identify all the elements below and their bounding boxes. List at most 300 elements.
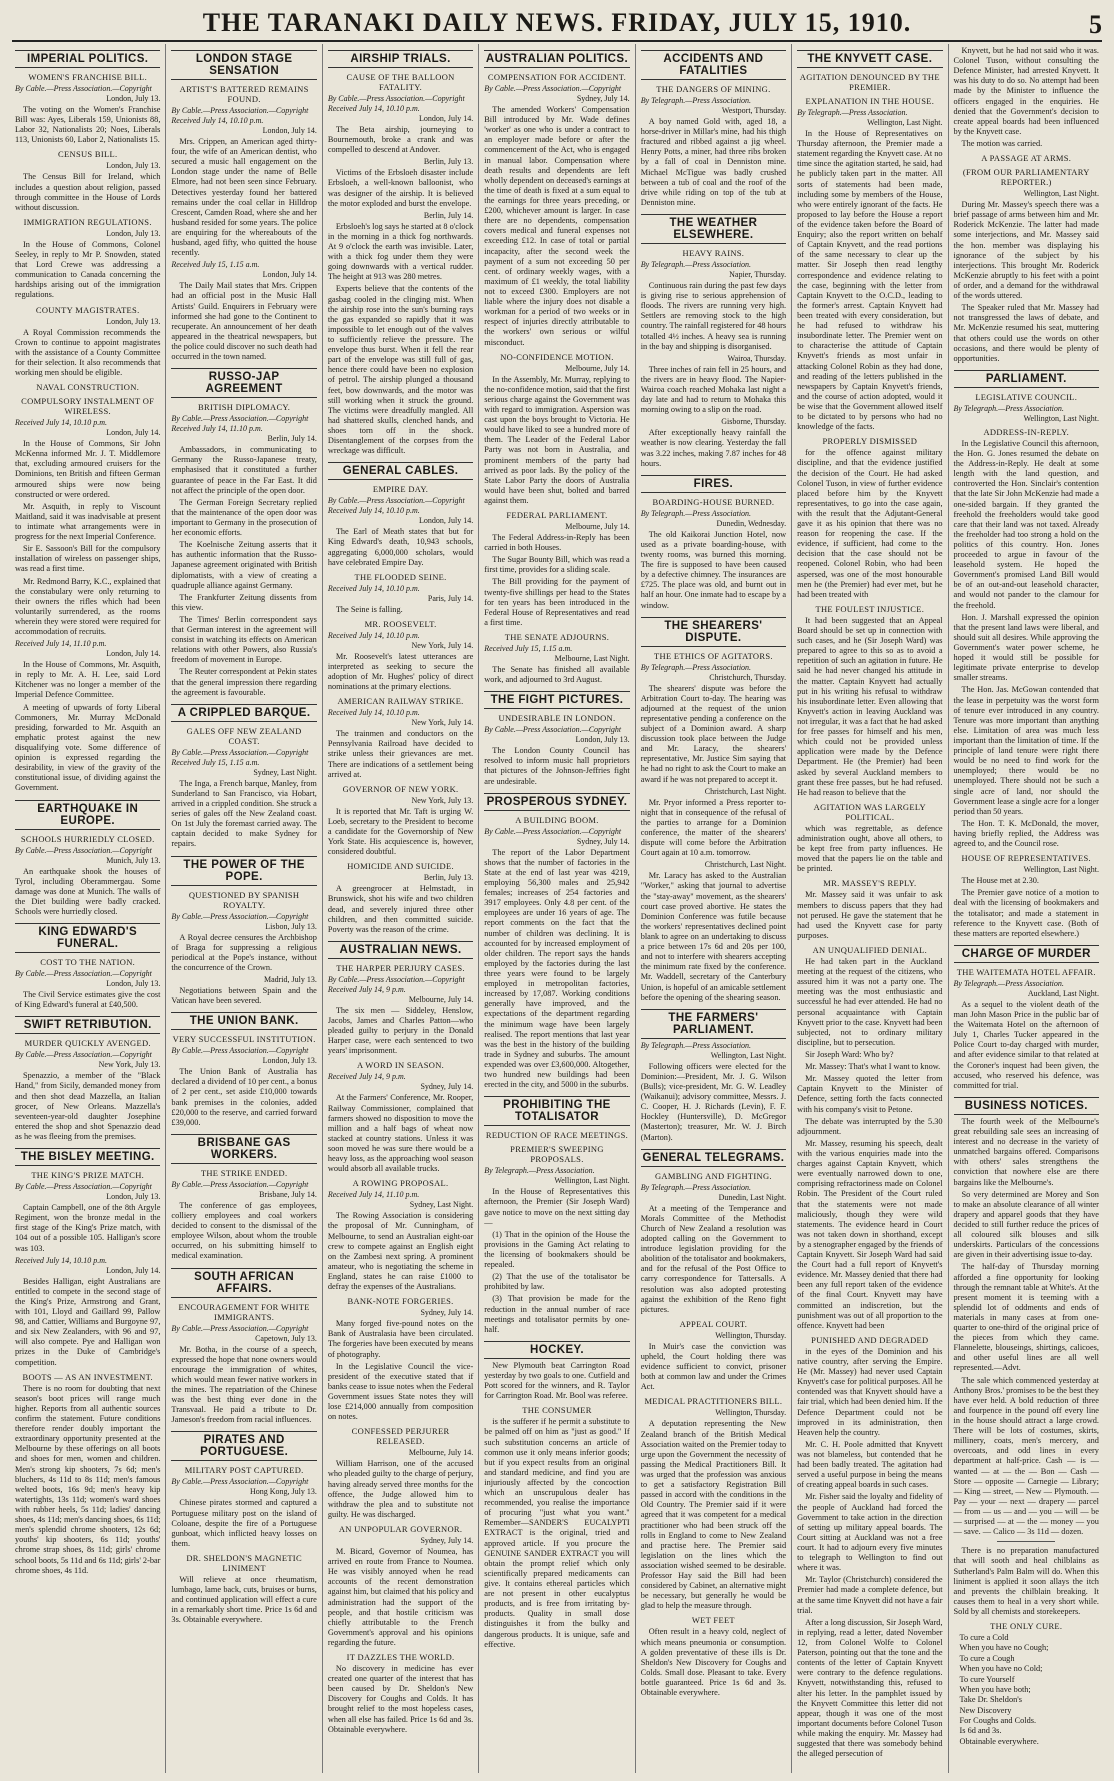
dateline: Received July 14, 10.10 p.m. — [327, 583, 420, 593]
body-paragraph: Many forged five-pound notes on the Bank of Australasia have been circulated. The forgeries have been executed by means of photography. — [327, 1319, 474, 1359]
body-paragraph: In the House of Representatives this afternoon, the Premier (Sir Joseph Ward) gave notice to move on the next sitting day— — [484, 1187, 630, 1227]
body-paragraph: Mr. Pryor informed a Press reporter to-night that in consequence of the refusal of the parties to arrange for a Dominion conference, the matter of the shearers' dispute will come before the Arbitration Court again at 10 a.m. tomorrow. — [640, 797, 787, 858]
section-heading: THE FARMERS' PARLIAMENT. — [641, 1009, 786, 1039]
body-paragraph: The trainmen and conductors on the Pennsylvania Railroad have decided to strike unless their grievances are met. There are indications of a settlement being arrived at. — [327, 729, 474, 779]
place-dateline: Wellington, Last Night. — [867, 118, 943, 127]
place-dateline: Brisbane, July 14. — [259, 1189, 317, 1199]
body-paragraph: The Census Bill for Ireland, which includes a question about religion, passed through committee in the House of Lords without discussion. — [15, 172, 161, 212]
body-paragraph: So very determined are Morey and Son to make an absolute clearance of all winter drapery and apparel goods that they have decided to still further reduce the prices of all coloured silk blouses and silk underskirts. Particulars of the concessions are given in their advertising issue to-day. — [953, 1189, 1099, 1260]
place-dateline: Sydney, July 14. — [420, 1535, 474, 1545]
dateline: Received July 14, 11.10 p.m. — [15, 639, 107, 649]
body-paragraph: Mr. Botha, in the course of a speech, expressed the hope that none owners would encourage the immigration of whites, which would mean fewer native workers in the mines. The repatriation of the Chinese was the best thing ever done in the Transvaal. He paid a tribute to Dr. Jameson's freedom from racial influences. — [171, 1344, 317, 1425]
dateline: By Cable.—Press Association.—Copyright — [171, 1046, 309, 1056]
section-heading: AUSTRALIAN POLITICS. — [484, 50, 629, 68]
place-dateline: Gisborne, Thursday. — [721, 417, 787, 427]
body-paragraph: The London County Council has resolved to inform music hall proprietors that pictures of the Johnson-Jeffries fight are undesirable. — [484, 746, 630, 786]
section-heading: SOUTH AFRICAN AFFAIRS. — [171, 1268, 316, 1298]
subheading: CAUSE OF THE BALLOON FATALITY. — [346, 72, 455, 92]
dateline: Received July 15, 1.15 a.m. — [484, 644, 573, 654]
dateline: By Telegraph.—Press Association. — [640, 96, 752, 105]
subheading: BANK-NOTE FORGERIES. — [347, 1296, 454, 1307]
dateline: By Cable.—Press Association.—Copyright — [171, 747, 309, 757]
section-heading: BRISBANE GAS WORKERS. — [171, 1134, 316, 1164]
body-paragraph: The Union Bank of Australia has declared a dividend of 10 per cent., a bonus of 2 per cent., set aside £10,000 towards bank premises in the colonies, added £20,000 to the reserve, and carried forward £39,000. — [171, 1067, 317, 1127]
section-heading: THE FIGHT PICTURES. — [484, 691, 629, 709]
subheading: COUNTY MAGISTRATES. — [35, 304, 140, 315]
place-dateline: Christchurch, Thursday. — [709, 672, 787, 682]
subheading: COMPENSATION FOR ACCIDENT. — [487, 72, 627, 82]
body-paragraph: A meeting of upwards of forty Liberal Commoners, Mr. Murray McDonald presiding, forwarded to Mr. Asquith an emphatic protest against the new disqualifying vote. Some difference of opinion is expressed regarding the desirability, in view of the gravity of the constitutional issue, of dividing against the Government. — [15, 702, 161, 793]
subheading: ADDRESS-IN-REPLY. — [983, 426, 1070, 437]
dateline: Received July 14, 10.10 p.m. — [171, 116, 264, 125]
body-paragraph: During Mr. Massey's speech there was a brief passage of arms between him and Mr. Roderick McKenzie. The latter had made some interjections, and Mr. Massey said the hon. member was displaying his ignorance of the subject by his interjections. This brought Mr. Roderick McKenzie abruptly to his feet with a point of order, and a demand for the withdrawal of the words uttered. — [953, 200, 1099, 301]
section-heading: THE POWER OF THE POPE. — [171, 856, 316, 886]
subheading: HOUSE OF REPRESENTATIVES. — [961, 853, 1091, 864]
subheading: PROPERLY DISMISSED — [822, 436, 918, 447]
body-paragraph: Mr. Redmond Barry, K.C., explained that the constabulary were only returning to their owners the rifles which had been voluntarily surrendered, as the rooms wherein they were stored were required for accommodation of recruits. — [15, 576, 161, 637]
body-paragraph: It had been suggested that an Appeal Board should be set up in connection with such cases, and he (Sir Joseph Ward) was prepared to agree to this so as to avoid a repetition of such an agitation in future. He said he had never changed his attitude in the matter. Captain Knyvett had actually put in his writing his refusal to withdraw his insubordinate letter. Even allowing that Knyvett's action in leaving Auckland was not irregular, it was a fact that he had asked for free passes for himself and his men, which could not be provided unless application were made by the Defence Department. He (the Premier) had been asked by several Auckland members to grant these free passes, but he had refused. He had reason to believe that the — [797, 615, 943, 797]
section-heading: LONDON STAGE SENSATION — [171, 50, 316, 80]
place-dateline: New York, July 13. — [411, 795, 474, 805]
body-paragraph: The Earl of Meath states that but for King Edward's death, 10,943 schools, aggregating 6,000,000 scholars, would have celebrated Empire Day. — [327, 527, 474, 567]
body-paragraph: It is reported that Mr. Taft is urging W. Loeb, secretary to the President to become a candidate for the Governorship of New York State. His acquiescence is, however, considered doubtful. — [327, 806, 474, 857]
dateline: By Cable.—Press Association.—Copyright — [15, 1050, 152, 1060]
body-paragraph: In the Legislative Council the vice-president of the executive stated that if banks cease to issue notes when the Federal Government issues State notes they will lose £214,000 annually from composition on notes. — [327, 1361, 474, 1422]
body-paragraph: The Bill providing for the payment of twenty-five shillings per head to the States for ten years has been introduced in the Federal House of Representatives and read a first time. — [484, 577, 630, 627]
section-heading: RUSSO-JAP AGREEMENT — [171, 368, 316, 398]
body-paragraph: In the Legislative Council this afternoon, the Hon. G. Jones resumed the debate on the Address-in-Reply. He dealt at some length with the land question, and controverted the Hon. Sinclair's contention that the late Sir John McKenzie had made a one-sided bargain. If they granted the freehold the freeholders would take good care that their land was not taxed. Already the freeholder had too strong a hold on the politics of this country. Hon. Jones proceeded to argue in favour of the leasehold system. He hoped the Government's promised Land Bill would be of an out-and-out leasehold character, and would not pander to the clamour for the freehold. — [953, 438, 1099, 610]
body-paragraph: Mr. Laracy has asked to the Australian "Worker," asking that journal to advertise the "stay-away" movement, as the shearers' court case proved abortive. He states the Dominion Conference was futile because the workers' representatives declined point blank to agree on an undertaking to discuss a price between 17s 6d and 20s per 100, and not to interfere with shearers accepting the minimum rate fixed by the conference. Mr. Waddell, secretary of the Canterbury Union, is hopeful of an amicable settlement before the opening of the shearing season. — [640, 871, 787, 1002]
subheading: IMMIGRATION REGULATIONS. — [23, 216, 152, 227]
body-paragraph: The voting on the Women's Franchise Bill was: Ayes, Liberals 159, Unionists 88, Labor 32, Nationalists 20; Noes, Liberals 113, Unionists 60, Labor 2, Nationalists 15. — [15, 105, 161, 145]
body-paragraph: The Federal Address-in-Reply has been carried in both Houses. — [484, 533, 630, 553]
section-heading: PROHIBITING THE TOTALISATOR — [484, 1096, 629, 1126]
place-dateline: London, July 14. — [419, 516, 474, 526]
dateline: Received July 14, 10.10 p.m. — [327, 630, 420, 640]
place-dateline: London, July 13. — [106, 979, 161, 989]
dateline: By Telegraph.—Press Association. — [640, 662, 752, 672]
subheading: AGITATION DENOUNCED BY THE PREMIER. — [799, 72, 940, 92]
place-dateline: Berlin, July 13. — [423, 157, 474, 167]
place-dateline: Wairoa, Thursday. — [727, 353, 787, 363]
subheading: HOMICIDE AND SUICIDE. — [347, 861, 454, 872]
place-dateline: London, July 14. — [419, 114, 474, 123]
dateline: By Telegraph.—Press Association. — [640, 1040, 752, 1050]
body-paragraph: As a sequel to the violent death of the man John Mason Price in the public bar of the Waitemata Hotel on the afternoon of July 1, Charles Tucker appeared in the Police Court to-day charged with murder, and after evidence similar to that related at the Coroner's inquest had been given, the accused, who reserved his defence, was committed for trial. — [953, 999, 1099, 1090]
place-dateline: Wellington, Last Night. — [1023, 865, 1099, 875]
subheading: VERY SUCCESSFUL INSTITUTION. — [172, 1034, 316, 1045]
dateline: Received July 15, 1.15 a.m. — [171, 260, 260, 270]
subheading: AMERICAN RAILWAY STRIKE. — [337, 696, 464, 707]
verse-block: To cure a Cold When you have no Cough; To cure a Cough When you have no Cold; To cure Yourself When you have both; Take Dr. Sheldon's New Discovery For Coughs and Colds. Is 6d and 3s. Obtainable everywhere. — [959, 1633, 1049, 1746]
body-paragraph: Hon. J. Marshall expressed the opinion that the present land laws were liberal, and should suit all desires. While approving the Government's water power scheme, he hoped it would still be possible for legitimate private enterprise to develop smaller streams. — [953, 612, 1099, 683]
body-paragraph: The debate was interrupted by the 5.30 adjournment. — [797, 1116, 943, 1136]
subheading: PREMIER'S SWEEPING PROPOSALS. — [510, 1144, 604, 1165]
subheading: THE WAITEMATA HOTEL AFFAIR. — [956, 966, 1096, 977]
section-heading: THE UNION BANK. — [171, 1012, 316, 1030]
body-paragraph: Besides Halligan, eight Australians are entitled to compete in the second stage of the King's Prize, Armstrong and Grant, with 101, Lloyd and Gaillard 99, Pallow 98, and Cattier, Williams and Burgoyne 97, and six New Zealanders, with 96 and 97, will also compete. Pye and Halligan won prizes in the Duke of Cambridge's competition. — [15, 1276, 161, 1367]
body-paragraph: After exceptionally heavy rainfall the weather is now clearing. Yesterday the fall was 3.22 inches, making 7.87 inches for 48 hours. — [640, 428, 787, 468]
subheading: MURDER QUICKLY AVENGED. — [24, 1038, 151, 1049]
section-heading: SWIFT RETRIBUTION. — [15, 1016, 160, 1034]
body-paragraph: The Rowing Association is considering the proposal of Mr. Cunningham, of Melbourne, to send an Australian eight-oar crew to compete against an English eight on the Zambesi next spring. A prominent amateur, who is negotiating the scheme in England, states he can raise £1000 to defray the expenses of the Australians. — [327, 1211, 474, 1292]
masthead — [12, 6, 1102, 42]
section-heading: IMPERIAL POLITICS. — [15, 50, 160, 68]
place-dateline: Wellington, Last Night. — [554, 1176, 630, 1186]
subheading: SCHOOLS HURRIEDLY CLOSED. — [20, 833, 155, 844]
place-dateline: Sydney, Last Night. — [409, 1200, 474, 1210]
subheading: THE FOULEST INJUSTICE. — [815, 603, 925, 614]
dateline: By Telegraph.—Press Association. — [953, 978, 1064, 988]
body-paragraph: An earthquake shook the houses of Tyrol, including Oberammergau. Some damage was done at Munich. The walls of the Diet building were badly cracked. Schools were hurriedly closed. — [15, 866, 161, 917]
place-dateline: London, July 14. — [262, 126, 317, 135]
body-paragraph: The amended Workers' Compensation Bill introduced by Mr. Wade defines 'worker' as one who is under a contract to an employer made before or after the commencement of the Act, who is engaged in manual labor. Compensation where death results and dependents are left wholly dependent on deceased's earnings at the time of death is fixed at a sum equal to the earnings for three years preceding, or £200, whichever amount is larger. In case there are no dependents, compensation covers medical and funeral expenses not exceeding £12. In case of total or partial incapacity, after the second week the payment of a sum not exceeding 50 per cent. of ordinary weekly wages, with a maximum of £1 weekly, the total liability not to exceed £300. Employers are not liable where the injury does not disable a workman for a period of two weeks or in respect of injuries directly attributable to the workers' own serious or wilful misconduct. — [484, 105, 630, 347]
body-paragraph: Mrs. Crippen, an American aged thirty-four, the wife of an American dentist, who secured a music hall engagement on the London stage under the name of Belle Elmore, had not been seen since February. Detectives yesterday found her battered remains under the coal cellar in Hilldrop Crescent, Camden Road, where she and her husband resided for some years. The police are enquiring for the whereabouts of the husband, aged fifty, who quitted the house recently. — [171, 137, 317, 258]
place-dateline: Sydney, July 14. — [576, 94, 630, 103]
body-paragraph: The report of the Labor Department shows that the number of factories in the State at the end of last year was 4219, employing 56,300 males and 25,942 females; increases of 254 factories and 3917 employees. Only 4.8 per cent. of the employees are under 16 years of age. The report comments on the fact that the number of children was declining. It is accounted for by increased employment of older children. The report says the hands employed by the factories during the last three years were found to be largely employed in metropolitan factories, increased by 17,087. Working conditions generally have improved, and the expectations of the department regarding the minimum wage have been largely realised. The report mentions that last year was the best in the history of the building trade in Sydney and suburbs. The amount expended was over £3,600,000. Altogether, two hundred new buildings had been erected in the city, and 5000 in the suburbs. — [484, 847, 630, 1090]
subheading: THE CONSUMER — [522, 1405, 592, 1416]
place-dateline: Melbourne, July 14. — [565, 363, 630, 373]
column-4 — [479, 44, 635, 1773]
subheading: A WORD IN SEASON. — [356, 1060, 445, 1071]
subheading: (FROM OUR PARLIAMENTARY REPORTER.) — [962, 167, 1090, 188]
body-paragraph: (1) That in the opinion of the House the provisions in the Gaming Act relating to the licensing of bookmakers should be repealed. — [484, 1229, 630, 1270]
dateline: Received July 14, 11.10 p.m. — [327, 1190, 420, 1200]
body-paragraph: The Premier gave notice of a motion to deal with the licensing of bookmakers and the totalisator; and made a statement in reference to the Knyvett case. (Both of these matters are reported elsewhere.) — [953, 888, 1099, 938]
body-paragraph: A boy named Gold with, aged 18, a horse-driver in Millar's mine, had his thigh fractured and ribbed against a jig wheel. Henry Potts, a miner, had three ribs broken by a fall of coal in Denniston mine. Michael McTigue was badly crushed between a tub of coal and the roof of the drive while riding on top of the tub at Denniston mine. — [640, 117, 787, 207]
dateline: By Cable.—Press Association.—Copyright — [15, 845, 152, 855]
place-dateline: London, July 13. — [106, 1192, 161, 1202]
section-heading: FIRES. — [641, 475, 786, 493]
section-heading: THE WEATHER ELSEWHERE. — [641, 214, 786, 244]
dateline: By Cable.—Press Association.—Copyright — [171, 1179, 309, 1189]
dateline: By Cable.—Press Association.—Copyright — [15, 1182, 152, 1192]
body-paragraph: Following officers were elected for the Dominion:—President, Mr. J. G. Wilson (Bulls); vice-president, Mr. G. W. Leadley (Waikanui); advisory committee, Messrs. J. C. Cooper, H. J. Richards (Levin), F. F. Hockley (Huntersville), D. McGregor (Masterton); treasurer, Mr. W. J. Birch (Marton). — [640, 1061, 787, 1142]
dateline: By Cable.—Press Association.—Copyright — [15, 969, 152, 979]
subheading: COMPULSORY INSTALMENT OF WIRELESS. — [21, 396, 155, 417]
body-paragraph: The sale which commenced yesterday at Anthony Bros.' promises to be the best they have ever held. A bold reduction of three and fourpence in the pound off every line in the house should attract a large crowd. There will be lots of costumes, skirts, millinery, coats, men's mercery, and overcoats, and odd lines in every department at half-price. Cash — is — wanted — at — the — Bon — Cash — Store — opposite — Carnegie — Library; — King — street, — New — Plymouth. — Pay — your — next — drapery — parcel — from — us — and — you — will — be — surprised — at — the — money — you — save. — Calico — 3s 11d — dozen. — [953, 1375, 1099, 1537]
dateline: Received July 14, 10.10 p.m. — [327, 708, 420, 718]
body-paragraph: Often result in a heavy cold, neglect of which means pneumonia or consumption. A golden preventative of these ills is Dr. Sheldon's New Discovery for Coughs and Colds. Small dose. Pleasant to take. Every bottle guaranteed. Price 1s 6d and 3s. Obtainable everywhere. — [640, 1627, 787, 1698]
dateline: By Cable.—Press Association.—Copyright — [484, 725, 622, 735]
body-paragraph: Mr. Fisher said the loyalty and fidelity of the people of Auckland had forced the Government to take action in the direction of setting up military appeal boards. The Court sitting at Auckland was not a free court. It had to adjourn every five minutes to telegraph to Wellington to find out where it was. — [797, 1492, 943, 1573]
place-dateline: London, July 14. — [106, 649, 161, 659]
dateline: By Cable.—Press Association.—Copyright — [484, 84, 622, 93]
subheading: THE FLOODED SEINE. — [354, 571, 447, 582]
body-paragraph: Continuous rain during the past few days is giving rise to serious apprehension of floods. The rivers are running very high. Settlers are removing stock to the high country. The rainfall registered for 48 hours totalled 4½ inches. A heavy sea is running in the bay and shipping is disorganised. — [640, 280, 787, 351]
body-paragraph: for the offence against military discipline, and that the evidence justified the decision of the Court. He had asked Colonel Tuson, in view of further evidence placed before him by the Knyvett representatives, to go into the case again, with the result that the Adjutant-General gave it as his opinion that there was no reason for reopening the case. If the evidence, if sufficient, had come to the decision that the case should not be reopened. Colonel Robin, who had been aspersed, was one of the most honourable men he (the Premier) had ever met, but he had been treated with — [797, 448, 943, 599]
body-paragraph: M. Bicard, Governor of Noumea, has arrived en route from France to Noumea. He was visibly annoyed when he read accounts of the recent demonstration against him, but claimed that his policy and administration had the support of the people, and that hostile criticism was chiefly attributable to the French Government's approval and his opinions regarding the future. — [327, 1546, 474, 1647]
subheading: MR. ROOSEVELT. — [364, 618, 437, 629]
subheading: AGITATION WAS LARGELY POLITICAL. — [813, 801, 926, 822]
column-6 — [792, 44, 948, 1773]
body-paragraph: The Hon. Jas. McGowan contended that the lease in perpetuity was the worst form of tenure ever introduced in any country. Tenure was more important than anything else. Limitation of area was much less important than the limitation of time. If the principle of land tenure were right there would be no need to find work for the unemployed; there would be no unemployed. There should not be such a single acre of land, nor should the Government lease a single acre for a longer period than 50 years. — [953, 685, 1099, 816]
body-paragraph: A Royal Commission recommends the Crown to continue to appoint magistrates with the assistance of a County Committee for their selection. It also recommends that working men should be eligible. — [15, 327, 161, 377]
subheading: EMPIRE DAY. — [372, 484, 429, 495]
body-paragraph: The Civil Service estimates give the cost of King Edward's funeral at £40,500. — [15, 990, 161, 1010]
subheading: EXPLANATION IN THE HOUSE. — [805, 96, 935, 106]
place-dateline: London, July 14. — [262, 270, 317, 280]
section-heading: A CRIPPLED BARQUE. — [171, 704, 316, 722]
newspaper-title: THE TARANAKI DAILY NEWS. FRIDAY, JULY 15, 1910. — [202, 8, 912, 37]
body-paragraph: Knyvett, but he had not said who it was. Colonel Tuson, without consulting the Defence Minister, had arrested Knyvett. It was his duty to do so. No attempt had been made by the Minister to influence the officers engaged in the enquiries. He denied that the Government's decision to create appeal boards had been influenced by the Knyvett case. — [953, 46, 1099, 136]
body-paragraph: No discovery in medicine has ever created one quarter of the interest that has been caused by Dr. Sheldon's New Discovery for Coughs and Colds. It has brought relief to the most hopeless cases, when all else has failed. Price 1s 6d and 3s. Obtainable everywhere. — [327, 1664, 474, 1734]
dateline: By Cable.—Press Association.—Copyright — [327, 496, 465, 506]
subheading: MR. MASSEY'S REPLY. — [823, 878, 917, 889]
body-paragraph: The Koelnische Zeitung asserts that it has authentic information that the Russo-Japanese agreement originated with British diplomatists, with a view of creating a quadruple alliance against Germany. — [171, 540, 317, 590]
subheading: HEAVY RAINS. — [682, 247, 745, 258]
dateline: By Cable.—Press Association.—Copyright — [327, 94, 465, 103]
dateline: By Telegraph.—Press Association. — [797, 108, 908, 117]
body-paragraph: The Inga, a French barque, Manley, from Sunderland to San Francisco, via Hobart, arrived in a crippled condition. She struck a series of gales off the New Zealand coast. On 1st July the foremast carried away. The captain decided to make Sydney for repairs. — [171, 778, 317, 849]
body-paragraph: Mr. Taylor (Christchurch) considered the Premier had made a complete defence, but at the same time Knyvett did not have a fair trial. — [797, 1575, 943, 1615]
body-paragraph: The conference of gas employees, colliery employees and coal workers decided to consent to the dismissal of the employee Wilson, about whom the trouble occurred, on his submitting himself to medical examination. — [171, 1200, 317, 1261]
place-dateline: Berlin, July 14. — [267, 434, 317, 444]
subheading: CONFESSED PERJURER RELEASED. — [351, 1426, 450, 1447]
dateline: Received July 14, 10.10 p.m. — [327, 506, 420, 516]
section-heading: CHARGE OF MURDER — [954, 945, 1099, 963]
dateline: By Cable.—Press Association.—Copyright — [171, 911, 309, 921]
subheading: THE HARPER PERJURY CASES. — [336, 962, 465, 973]
dateline: By Cable.—Press Association.—Copyright — [171, 414, 309, 424]
place-dateline: Berlin, July 13. — [423, 873, 474, 883]
place-dateline: Sydney, July 14. — [420, 1082, 474, 1092]
place-dateline: Sydney, July 14. — [420, 1308, 474, 1318]
section-heading: PIRATES AND PORTUGUESE. — [171, 1431, 316, 1461]
body-paragraph: In the House of Commons, Mr. Asquith, in reply to Mr. A. H. Lee, said Lord Kitchener was no longer a member of the Imperial Defence Committee. — [15, 660, 161, 700]
body-paragraph: There is no preparation manufactured that will sooth and heal chilblains as Sutherland's Palm Balm will do. When this liniment is applied it soon allays the itch and prevents the chilblain breaking. It causes them to heal in a very short while. Sold by all chemists and storekeepers. — [953, 1546, 1099, 1616]
subheading: APPEAL COURT. — [679, 1318, 748, 1329]
body-paragraph: (3) That provision be made for the reduction in the annual number of race meetings and totalisator permits by one-half. — [484, 1294, 630, 1334]
body-paragraph: At the Farmers' Conference, Mr. Rooper, Railway Commissioner, complained that farmers showed no disposition to move the million and a half bags of wheat now stacked at country stations. Unless it was soon moved he was sure there would be a heavy loss, as the approaching wool season would absorb all available trucks. — [327, 1093, 474, 1174]
body-paragraph: The old Kaikorai Junction Hotel, now used as a private boarding-house, with twenty rooms, was burned this morning. The fire is supposed to have been caused by a defective chimney. The insurances are £725. The place was old, and burnt out in half an hour. One inmate had to escape by a window. — [640, 529, 787, 610]
subheading: A ROWING PROPOSAL. — [352, 1178, 449, 1189]
body-paragraph: The Reuter correspondent at Pekin states that the general impression there regarding the agreement is favourable. — [171, 667, 317, 697]
place-dateline: Wellington, Thursday. — [715, 1408, 787, 1418]
body-paragraph: Mr. Massey, resuming his speech, dealt with the various enquiries made into the charges against Captain Knyvett, which were eventually narrowed down to one, comprising refractoriness made on Colonel Robin. The President of the Court ruled that the statements were not made maliciously, though they were wild statements. The evidence heard in Court was not taken down in shorthand, except by a stenographer engaged by the friends of Captain Knyvett. Sir Joseph Ward had said the Court had a full report of Knyvett's evidence. Mr. Massey denied that there had been any full report taken of the evidence of the final Court. Knyvett may have committed an indiscretion, but the punishment was out of all proportion to the offence. Knyvett had been — [797, 1138, 943, 1330]
place-dateline: Wellington, Last Night. — [710, 1050, 787, 1060]
subheading: NAVAL CONSTRUCTION. — [36, 382, 140, 393]
body-paragraph: (2) That the use of the totalisator be prohibited by law. — [484, 1272, 630, 1292]
place-dateline: Melbourne, Last Night. — [554, 654, 630, 664]
body-paragraph: He had taken part in the Auckland meeting at the request of the citizens, who assured him it was not a party one. The meeting was the most enthusiastic and successful he had ever attended. He had no personal acquaintance with Captain Knyvett prior to the case. Knyvett had been subjected, not to ordinary military discipline, but to persecution. — [797, 956, 943, 1047]
place-dateline: Auckland, Last Night. — [1027, 988, 1099, 998]
section-heading: GENERAL CABLES. — [328, 462, 473, 480]
divider-rule — [997, 1541, 1055, 1542]
body-paragraph: In the House of Commons, Sir John McKenna informed Mr. J. T. Middlemore that, excluding armoured cruisers for the Dominions, ten British and fifteen German armoured ships were now being constructed or were ordered. — [15, 439, 161, 499]
subheading: NO-CONFIDENCE MOTION. — [500, 351, 614, 362]
subheading: GAMBLING AND FIGHTING. — [654, 1170, 772, 1181]
dateline: By Cable.—Press Association.—Copyright — [15, 84, 152, 93]
body-paragraph: is the sufferer if he permit a substitute to be palmed off on him as "just as good." If such substitution concerns an article of common use it only means inferior goods; but if you expect results from an original and standard medicine, and find you are injuriously affected by the concoction which an unscrupulous dealer has recommended, you realise the importance of procuring "just what you want." Remember—SANDER'S EUCALYPTI EXTRACT is the original, tried and approved article. If you procure the GENUINE SANDER EXTRACT you will obtain the prompt relief which only scientifically prepared medicaments can give. It contains ethereal particles which are not present in other eucalyptus products, and is free from irritating by-products. Quality in small dose distinguishes it from the bulky and dangerous products. It is unique, safe and effective. — [484, 1417, 630, 1649]
subheading: THE DANGERS OF MINING. — [656, 84, 771, 94]
body-paragraph: A greengrocer at Helmstadt, in Brunswick, shot his wife and two children dead, and severely injured three other children, and then committed suicide. Poverty was the reason of the crime. — [327, 884, 474, 934]
subheading: DR. SHELDON'S MAGNETIC LINIMENT — [186, 1552, 302, 1573]
body-paragraph: The Speaker ruled that Mr. Massey had not transgressed the laws of debate, and Mr. McKenzie resumed his seat, muttering that others could use the words on other occasions, and there would be plenty of opportunities. — [953, 303, 1099, 363]
dateline: Received July 15, 1.15 a.m. — [171, 757, 260, 767]
section-heading: GENERAL TELEGRAMS. — [641, 1149, 786, 1167]
place-dateline: Berlin, July 14. — [423, 210, 474, 220]
place-dateline: London, July 13. — [106, 228, 161, 238]
place-dateline: New York, July 14. — [411, 640, 474, 650]
section-heading: HOCKEY. — [484, 1341, 629, 1359]
subheading: THE ETHICS OF AGITATORS. — [654, 650, 773, 661]
dateline: Received July 14, 9 p.m. — [327, 984, 406, 994]
place-dateline: Munich, July 13. — [106, 855, 161, 865]
subheading: ARTIST'S BATTERED REMAINS FOUND. — [179, 84, 309, 104]
body-paragraph: which was regrettable, as defence administration ought, above all others, to be kept free from party influences. He moved that the papers lie on the table and be printed. — [797, 823, 943, 874]
body-paragraph: William Harrison, one of the accused who pleaded guilty to the charge of perjury, having already served three months for the offence, the Judge allowed him to withdraw the plea and to substitute not guilty. He was discharged. — [327, 1459, 474, 1519]
column-7 — [949, 44, 1104, 1773]
subheading: MILITARY POST CAPTURED. — [184, 1465, 304, 1476]
section-heading: THE SHEARERS' DISPUTE. — [641, 617, 786, 647]
dateline: By Cable.—Press Association.—Copyright — [327, 974, 465, 984]
section-heading: PROSPEROUS SYDNEY. — [484, 793, 629, 811]
body-paragraph: A Royal decree censures the Archbishop of Braga for suppressing a religious periodical at the Pope's instance, without the concurrence of the Crown. — [171, 932, 317, 972]
subheading: A PASSAGE AT ARMS. — [981, 153, 1072, 164]
subheading: BOARDING-HOUSE BURNED. — [652, 496, 775, 507]
body-paragraph: A deputation representing the New Zealand branch of the British Medical Association waited on the Premier today to urge upon the Government the necessity of passing the Medical Practitioners Bill. It was urged that the profession was anxious to get a satisfactory Registration Bill passed in accord with the conditions in the Old Country. The Premier said if it were agreed that it was competent for a medical practitioner who had been struck off the rolls in England to come to New Zealand and practise here. The Premier said legislation on the lines which the association wished seemed to be desirable. Professor Hay said the Bill had been considered by Cabinet, an alternative might be necessary, but generally he would be glad to help the measure through. — [640, 1419, 787, 1611]
body-paragraph: The Sugar Bounty Bill, which was read a first time, provides for a sliding scale. — [484, 555, 630, 575]
subheading: QUESTIONED BY SPANISH ROYALTY. — [188, 889, 300, 910]
body-paragraph: The Beta airship, journeying to Bournemouth, broke a crank and was compelled to descend at Andover. — [327, 125, 474, 155]
subheading: AN UNPOPULAR GOVERNOR. — [338, 1523, 463, 1534]
place-dateline: London, July 14. — [106, 428, 161, 438]
body-paragraph: Mr. Massey said it was unfair to ask members to discuss papers that they had not perused. He gave the statement that he had used the Knyvett case for party purposes. — [797, 890, 943, 940]
body-paragraph: In the House of Representatives on Thursday afternoon, the Premier made a statement regarding the Knyvett case. At no time since the agitation started, he said, had he publicly taken part in the matter. All sorts of statements had been made, including some by members of the House, who were entirely ignorant of the facts. He proposed to lay before the House a report of the evidence taken before the Board of Enquiry; also the report written on behalf of Captain Knyvett, and the read portions of the same necessary to clear up the matter. Sir Joseph then read lengthy correspondence and evidence relating to the case, beginning with the letter from Captain Knyvett to the O.C.D., leading to the former's arrest. Captain Knyvett had been treated with every consideration, but he had refused to withdraw his insubordinate letter. The Premier went on to characterise the attitude of Captain Knyvett's friends as most unfair in attacking Colonel Robin as they had done, and reading of the letters published in the newspapers by Captain Knyvett's friends, and the course of action adopted, would it be wise that the Government allowed itself to be dictated to by persons who had no knowledge of the facts. — [797, 129, 943, 432]
subheading: ENCOURAGEMENT FOR WHITE IMMIGRANTS. — [178, 1301, 310, 1322]
dateline: Received July 14, 10.10 p.m. — [327, 104, 420, 113]
dateline: By Telegraph.—Press Association. — [640, 259, 752, 269]
body-paragraph: Experts believe that the contents of the gasbag cooled in the clinging mist. When the airship rose into the sun's burning rays the gas expanded so rapidly that it was impossible to let enough out of the valves to sufficiently relieve the pressure. The envelope thus burst. When it fell the rear part of the envelope was still full of gas, hence there could have been no explosion of petrol. The airship plunged a thousand feet, bow downwards, and the motor was still working when it struck the ground. The victims were dreadfully mangled. All had shattered skulls, clenched hands, and shoes torn off in the shock. Disentanglement of the corpses from the wreckage was difficult. — [327, 284, 474, 456]
subheading: THE STRIKE ENDED. — [200, 1167, 288, 1178]
dateline: Received July 14, 10.10 p.m. — [15, 418, 107, 428]
column-1 — [10, 44, 166, 1773]
section-heading: PARLIAMENT. — [954, 370, 1099, 388]
place-dateline: Madrid, July 13. — [263, 975, 317, 985]
body-paragraph: Mr. Massey: That's what I want to know. — [805, 1062, 941, 1072]
dateline: By Cable.—Press Association.—Copyright — [171, 106, 309, 115]
body-paragraph: The shearers' dispute was before the Arbitration Court to-day. The hearing was adjourned at the request of the union representative pending a conference on the subject of a Dominion award. A sharp discussion took place between the Judge and Mr. Laracy, the shearers' representative, Mr. Justice Sim saying that he had no right to ask the Court to make an award if he was not prepared to accept it. — [640, 683, 787, 784]
subheading: WET FEET — [691, 1615, 735, 1626]
section-heading: KING EDWARD'S FUNERAL. — [15, 923, 160, 953]
place-dateline: Christchurch, Last Night. — [704, 786, 787, 796]
subheading: A BUILDING BOOM. — [515, 814, 599, 825]
body-paragraph: Spenazzio, a member of the "Black Hand," from Sicily, demanded money from and then shot dead Mazzella, an Italian grocer, of New Orleans. Mazzella's seventeen-year-old daughter Josephine entered the shop and shot Spenazzio dead as he was fleeing from the premises. — [15, 1071, 161, 1141]
body-paragraph: Three inches of rain fell in 25 hours, and the rivers are in heavy flood. The Napier-Wairoa coach reached Mohaka last night a day late and had to return to Mohaka this morning owing to a slip on the road. — [640, 364, 787, 415]
body-paragraph: Captain Campbell, one of the 8th Argyle Regiment, won the bronze medal in the first stage of the King's Prize match, with 104 out of a possible 105. Halligan's score was 103. — [15, 1203, 161, 1253]
subheading: UNDESIRABLE IN LONDON. — [498, 713, 616, 724]
section-heading: AUSTRALIAN NEWS. — [328, 941, 473, 959]
body-paragraph: The six men — Siddeley, Henslow, Jacobs, James and Charles Patton—who pleaded guilty to perjury in the Donald Harper case, were each sentenced to two years' imprisonment. — [327, 1005, 474, 1056]
subheading: GALES OFF NEW ZEALAND COAST. — [186, 725, 302, 746]
place-dateline: London, July 13. — [106, 316, 161, 326]
place-dateline: London, July 13. — [106, 94, 161, 103]
subheading: AN UNQUALIFIED DENIAL. — [812, 944, 928, 955]
body-paragraph: Erbsloeh's log says he started at 8 o'clock in the morning in a thick fog northwards. At 9 o'clock the earth was invisible. Later, with a thick fog under them they were going downwards with a vertical rudder. The height at 913 was 280 metres. — [327, 221, 474, 282]
body-paragraph: At a meeting of the Temperance and Morals Committee of the Methodist Church of New Zealand a resolution was adopted calling on the Government to introduce legislation providing for the abolition of the totalisator and bookmakers, and for the refusal of the Post Office to carry correspondence for Tattersalls. A resolution was also adopted protesting against the exhibition of the Reno fight pictures. — [640, 1203, 787, 1314]
body-paragraph: Will relieve at once rheumatism, lumbago, lame back, cuts, bruises or burns, and continued application will effect a cure in a remarkably short time. Price 1s 6d and 3s. Obtainable everywhere. — [171, 1574, 317, 1625]
place-dateline: Capetown, July 13. — [255, 1333, 317, 1343]
body-paragraph: There is no room for doubting that next season's boot prices will range much higher. Reports from all authentic sources confirm the statement. Future conditions therefore render doubly important the extraordinary opportunity presented at the Melbourne by these offerings on all boots and shoes for men, women and children. Men's strong kip shooters, 7s 6d; men's bluchers, 4s 11d to 8s 11d; men's famous welted boots, 16s 9d; men's heavy kip watertights, 13s 11d; women's ward shoes with rubber heels, 5s 11d; ladies' dancing shoes, 4s 11d; men's dancing shoes, 6s 11d; men's splendid chrome shooters, 12s 6d; youths' kip shooters, 6s 11d; youths' chrome strap shoes, 8s 11d; girls' chrome school boots, 5s 11d and 6s 11d; girls' 2-bar chrome shoes, 4s 11d. — [15, 1383, 161, 1575]
body-paragraph: in the eyes of the Dominion and his native country, after serving the Empire. He (Mr. Massey) had never used Captain Knyvett's case for political purposes. All he contended was that Knyvett should have a fair trial, which had been denied him. If the Defence Department could not be improved in its administration, then Heaven help the country. — [797, 1346, 943, 1437]
place-dateline: Hong Kong, July 13. — [249, 1487, 317, 1497]
place-dateline: Dunedin, Wednesday. — [716, 518, 787, 528]
body-paragraph: In the House of Commons, Colonel Seeley, in reply to Mr P. Snowden, stated that Lord Crewe was addressing a communication to Canada concerning the hardships arising out of the immigration regulations. — [15, 239, 161, 300]
subheading: GOVERNOR OF NEW YORK. — [342, 783, 459, 794]
column-5 — [636, 44, 792, 1773]
place-dateline: Wellington, Thursday. — [715, 1330, 787, 1340]
body-paragraph: Victims of the Erbsloeh disaster include Erbsloeh, a well-known balloonist, who was designer of the airship. It is believed the motor exploded and burst the envelope. — [327, 168, 474, 208]
dateline: Received July 14, 11.10 p.m. — [171, 424, 263, 434]
section-heading: THE BISLEY MEETING. — [15, 1148, 160, 1166]
body-paragraph: The Hon. T. K. McDonald, the mover, having briefly replied, the Address was agreed to, and the Council rose. — [953, 818, 1099, 849]
dateline: By Telegraph.—Press Association. — [484, 1166, 595, 1176]
subheading: THE ONLY CURE. — [990, 1621, 1063, 1632]
body-paragraph: Negotiations between Spain and the Vatican have been severed. — [171, 986, 317, 1006]
section-heading: BUSINESS NOTICES. — [954, 1097, 1099, 1115]
section-heading: ACCIDENTS AND FATALITIES — [641, 50, 786, 80]
body-paragraph: The German Foreign Secretary replied that the maintenance of the open door was important to Germany in the prosecution of her economic efforts. — [171, 497, 317, 538]
body-paragraph: Sir E. Sassoon's Bill for the compulsory installation of wireless on passenger ships, was read a first time. — [15, 544, 161, 574]
subheading: LEGISLATIVE COUNCIL. — [975, 391, 1078, 402]
place-dateline: Napier, Thursday. — [729, 269, 787, 279]
body-paragraph: Mr. Roosevelt's latest utterances are interpreted as seeking to secure the adoption of Mr. Hughes' policy of direct nominations at the primary elections. — [327, 651, 474, 692]
body-paragraph: New Plymouth beat Carrington Road yesterday by two goals to one. Cutfield and Pott scored for the winners, and R. Taylor for Carrington Road. Mr. Bool was referee. — [484, 1360, 630, 1401]
subheading: REDUCTION OF RACE MEETINGS. — [485, 1130, 629, 1141]
page-number: 5 — [1089, 10, 1102, 39]
subheading: MEDICAL PRACTITIONERS BILL. — [644, 1396, 783, 1407]
place-dateline: Wellington, Last Night. — [1023, 413, 1099, 423]
section-heading: EARTHQUAKE IN EUROPE. — [15, 800, 160, 830]
body-paragraph: Chinese pirates stormed and captured a Portuguese military post on the island of Coloane, despite the fire of a Portuguese gunboat, which inflicted heavy losses on them. — [171, 1498, 317, 1548]
place-dateline: Westport, Thursday. — [721, 106, 787, 115]
dateline: Received July 14, 9 p.m. — [327, 1072, 406, 1082]
subheading: THE KING'S PRIZE MATCH. — [31, 1170, 145, 1181]
place-dateline: Sydney, Last Night. — [253, 767, 317, 777]
body-paragraph: Mr. Asquith, in reply to Viscount Maitland, said it was inadvisable at present to intimate what arrangements were in progress for the next Imperial Conference. — [15, 501, 161, 542]
place-dateline: Wellington, Last Night. — [1023, 189, 1099, 199]
body-paragraph: Sir Joseph Ward: Who by? — [805, 1049, 894, 1059]
subheading: THE SENATE ADJOURNS. — [504, 632, 610, 643]
place-dateline: Christchurch, Last Night. — [704, 860, 787, 870]
place-dateline: Melbourne, July 14. — [565, 522, 630, 532]
column-2 — [166, 44, 322, 1773]
section-heading: THE KNYVETT CASE. — [797, 50, 942, 68]
body-paragraph: In Muir's case the conviction was upheld, the Court holding there was evidence sufficient to convict, prisoner both at common law and under the Crimes Act. — [640, 1341, 787, 1392]
article-columns — [10, 44, 1104, 1773]
body-paragraph: The half-day of Thursday morning afforded a fine opportunity for looking through the remnant table at White's. At the present moment it is teeming with a splendid lot of oddments and ends of materials in many cases at from one-quarter to one-third of the original price of the pieces from which they came. Flannelette, blouseings, shirtings, calicoes, and other useful lines are all well represented.—Advt. — [953, 1262, 1099, 1373]
body-paragraph: Mr. C. H. Poole admitted that Knyvett was not blameless, but contended that he had been badly treated. The agitation had served a useful purpose in being the means of creating appeal boards in such cases. — [797, 1439, 943, 1490]
body-paragraph: Ambassadors, in communicating to Germany the Russo-Japanese treaty, emphasised that it constituted a further guarantee of peace in the Far East. It did not affect the principle of the open door. — [171, 445, 317, 495]
body-paragraph: Mr. Massey quoted the letter from Captain Knyvett to the Minister of Defence, setting forth the facts connected with his company's visit to Petone. — [797, 1074, 943, 1114]
subheading: COST TO THE NATION. — [40, 957, 136, 968]
column-3 — [323, 44, 479, 1773]
body-paragraph: The Frankfurter Zeitung dissents from this view. — [171, 592, 317, 612]
dateline: By Cable.—Press Association.—Copyright — [171, 1323, 309, 1333]
body-paragraph: The Daily Mail states that Mrs. Crippen had an official post in the Music Hall Artists' Guild. Enquirers in February were informed she had gone to the Continent to recuperate. An announcement of her death appeared in the theatrical newspapers, but the police could discover no such death had occurred in the town named. — [171, 281, 317, 362]
subheading: BRITISH DIPLOMACY. — [198, 402, 291, 413]
body-paragraph: After a long discussion, Sir Joseph Ward, in replying, read a letter, dated November 12, from Colonel Wolfe to Colonel Paterson, pointing out that the tone and the contents of the letter of Captain Knyvett were contrary to the defence regulations. Knyvett, notwithstanding this, refused to alter his letter. In the pamphlet issued by the Knyvett Committee this letter did not appear, though it was one of the most important documents before Colonel Tuson while making the enquiry. Mr. Massey had suggested that there was somebody behind the alleged persecution of — [797, 1617, 943, 1759]
body-paragraph: The Seine is falling. — [335, 604, 403, 614]
body-paragraph: The Times' Berlin correspondent says that German interest in the agreement will consist in watching its effects on American relations with other Powers, also Russia's freedom of movement in Europe. — [171, 614, 317, 665]
subheading: FEDERAL PARLIAMENT. — [506, 510, 608, 521]
dateline: Received July 14, 10.10 p.m. — [15, 1255, 107, 1265]
dateline: By Telegraph.—Press Association. — [640, 508, 752, 518]
subheading: CENSUS BILL. — [58, 149, 118, 160]
subheading: IT DAZZLES THE WORLD. — [346, 1652, 455, 1663]
dateline: By Cable.—Press Association.—Copyright — [171, 1477, 309, 1487]
